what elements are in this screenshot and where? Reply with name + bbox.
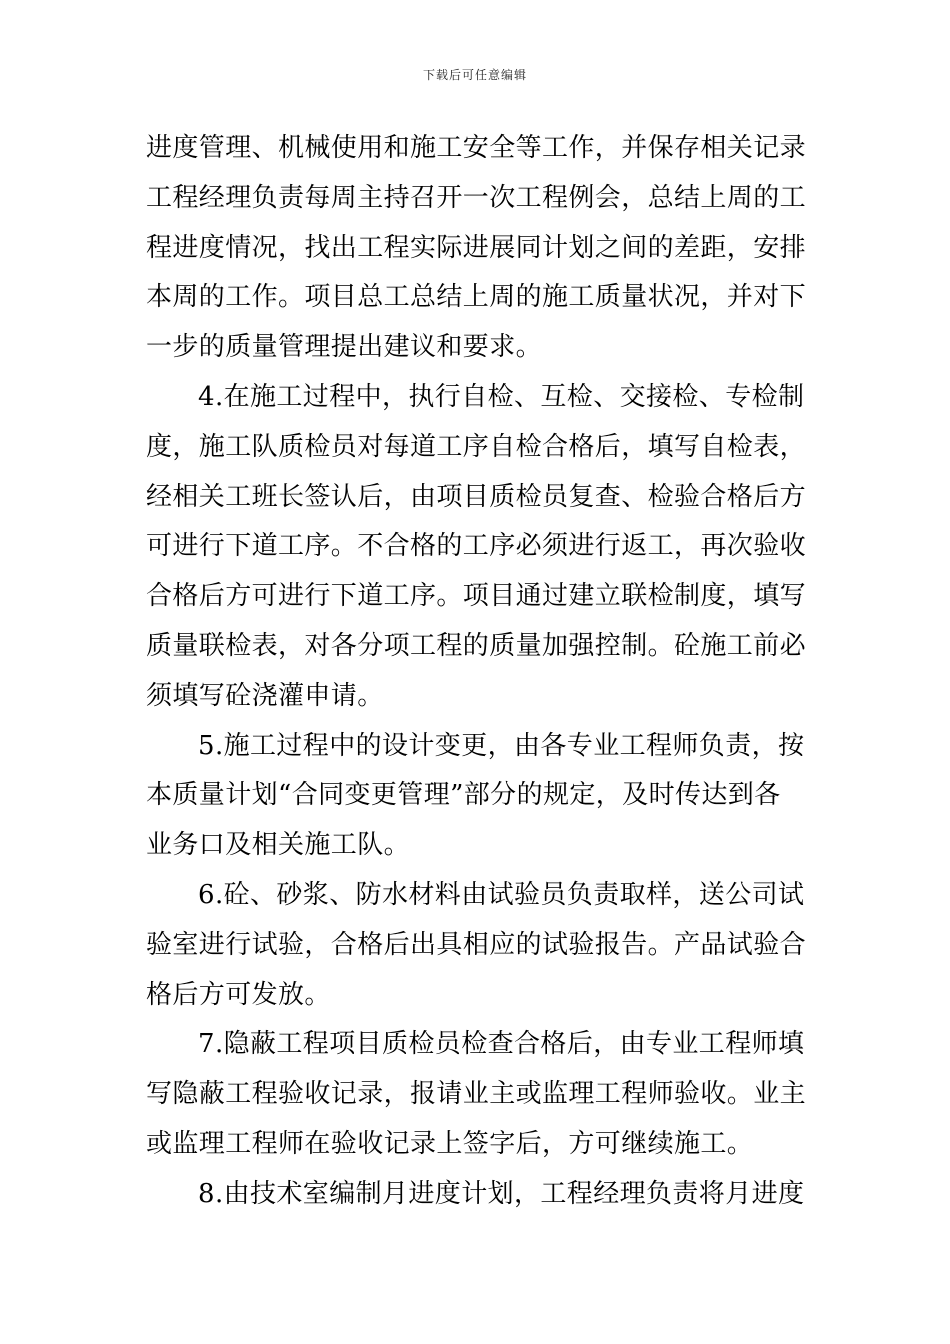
text-line: 或监理工程师在验收记录上签字后，方可继续施工。 — [146, 1128, 754, 1159]
page-header: 下载后可任意编辑 — [422, 68, 527, 82]
text-line: 可进行下道工序。不合格的工序必须进行返工，再次验收 — [146, 531, 807, 562]
text-line: 一步的质量管理提出建议和要求。 — [146, 332, 543, 363]
text-line: 业务口及相关施工队。 — [146, 830, 411, 861]
text-line: 质量联检表，对各分项工程的质量加强控制。砼施工前必 — [146, 630, 807, 661]
text-line: 7.隐蔽工程项目质检员检查合格后，由专业工程师填 — [198, 1029, 805, 1060]
text-line: 验室进行试验，合格后出具相应的试验报告。产品试验合 — [146, 929, 807, 960]
text-line: 工程经理负责每周主持召开一次工程例会，总结上周的工 — [146, 182, 807, 213]
text-line: 须填写砼浇灌申请。 — [146, 680, 384, 711]
text-line: 本周的工作。项目总工总结上周的施工质量状况，并对下 — [146, 282, 807, 313]
document-body — [146, 124, 808, 1220]
text-line: 度，施工队质检员对每道工序自检合格后，填写自检表， — [146, 431, 807, 462]
text-line: 5.施工过程中的设计变更，由各专业工程师负责，按 — [198, 730, 805, 761]
text-line: 格后方可发放。 — [146, 979, 331, 1010]
text-line: 写隐蔽工程验收记录，报请业主或监理工程师验收。业主 — [146, 1079, 807, 1110]
text-line: 本质量计划“合同变更管理”部分的规定，及时传达到各 — [146, 780, 781, 811]
text-line: 8.由技术室编制月进度计划，工程经理负责将月进度 — [198, 1178, 805, 1209]
text-line: 进度管理、机械使用和施工安全等工作，并保存相关记录 — [146, 133, 807, 163]
text-line: 6.砼、砂浆、防水材料由试验员负责取样，送公司试 — [198, 879, 805, 910]
text-line: 程进度情况，找出工程实际进展同计划之间的差距，安排 — [146, 232, 807, 263]
text-line: 4.在施工过程中，执行自检、互检、交接检、专检制 — [198, 381, 805, 412]
text-line: 合格后方可进行下道工序。项目通过建立联检制度，填写 — [146, 581, 807, 612]
text-line: 经相关工班长签认后，由项目质检员复查、检验合格后方 — [146, 481, 807, 512]
